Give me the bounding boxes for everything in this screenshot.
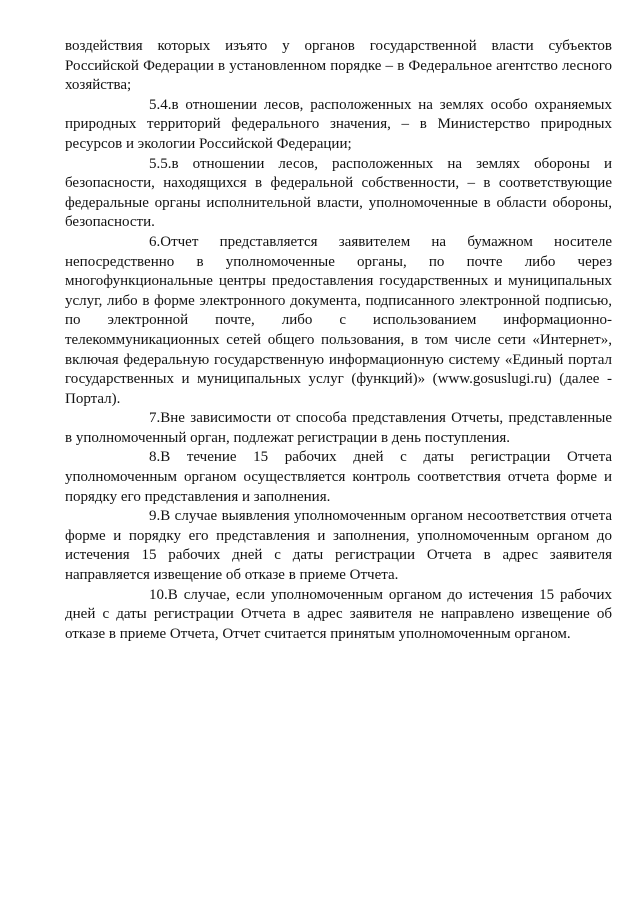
paragraph-6 — [65, 233, 612, 409]
paragraph-number: 5.4. — [149, 96, 172, 113]
paragraph-continuation — [65, 37, 612, 96]
paragraph-text: В случае выявления уполномоченным органом несоответствия отчета форме и порядку его представления и заполнения, уполномоченным органом до истечения 15 рабочих дней с даты регистрации Отчета в адрес заявителя направляется извещение об отказе в приеме Отчета. — [65, 508, 612, 584]
paragraph-text: В течение 15 рабочих дней с даты регистрации Отчета уполномоченным органом осуществляется контроль соответствия отчета форме и порядку его представления и заполнения. — [65, 449, 612, 505]
paragraph-9 — [65, 507, 612, 585]
paragraph-8 — [65, 448, 612, 507]
paragraph-text: в отношении лесов, расположенных на землях обороны и безопасности, находящихся в федеральной собственности, – в соответствующие федеральные органы исполнительной власти, уполномоченные в области обороны, безопасности. — [65, 155, 612, 231]
paragraph-5-4 — [65, 96, 612, 155]
paragraph-7 — [65, 409, 612, 448]
paragraph-text: Вне зависимости от способа представления Отчеты, представленные в уполномоченный орган, подлежат регистрации в день поступления. — [65, 410, 612, 446]
paragraph-10 — [65, 586, 612, 645]
paragraph-number: 7. — [149, 410, 161, 427]
paragraph-number: 10. — [149, 586, 168, 603]
paragraph-number: 8. — [149, 449, 161, 466]
paragraph-number: 5.5. — [149, 155, 172, 172]
paragraph-number: 6. — [149, 233, 161, 250]
paragraph-text: В случае, если уполномоченным органом до истечения 15 рабочих дней с даты регистрации Отчета в адрес заявителя не направлено извещение об отказе в приеме Отчета, Отчет считается принятым уполномоченным органом. — [65, 586, 612, 642]
paragraph-5-5 — [65, 155, 612, 233]
paragraph-text: Отчет представляется заявителем на бумажном носителе непосредственно в уполномоченные органы, по почте либо через многофункциональные центры предоставления государственных и муниципальных услуг, либо в форме электронного документа, подписанного электронной подписью, по электронной почте, либо с использованием информационно-телекоммуникационных сетей общего пользования, в том числе сети «Интернет», включая федеральную государственную информационную систему «Единый портал государственных и муниципальных услуг (функций)» (www.gosuslugi.ru) (далее - Портал). — [65, 233, 612, 407]
paragraph-number: 9. — [149, 508, 161, 525]
paragraph-text: воздействия которых изъято у органов государственной власти субъектов Российской Федерации в установленном порядке – в Федеральное агентство лесного хозяйства; — [65, 38, 612, 94]
paragraph-text: в отношении лесов, расположенных на землях особо охраняемых природных территорий федерального значения, – в Министерство природных ресурсов и экологии Российской Федерации; — [65, 96, 612, 152]
document-body — [65, 37, 612, 644]
